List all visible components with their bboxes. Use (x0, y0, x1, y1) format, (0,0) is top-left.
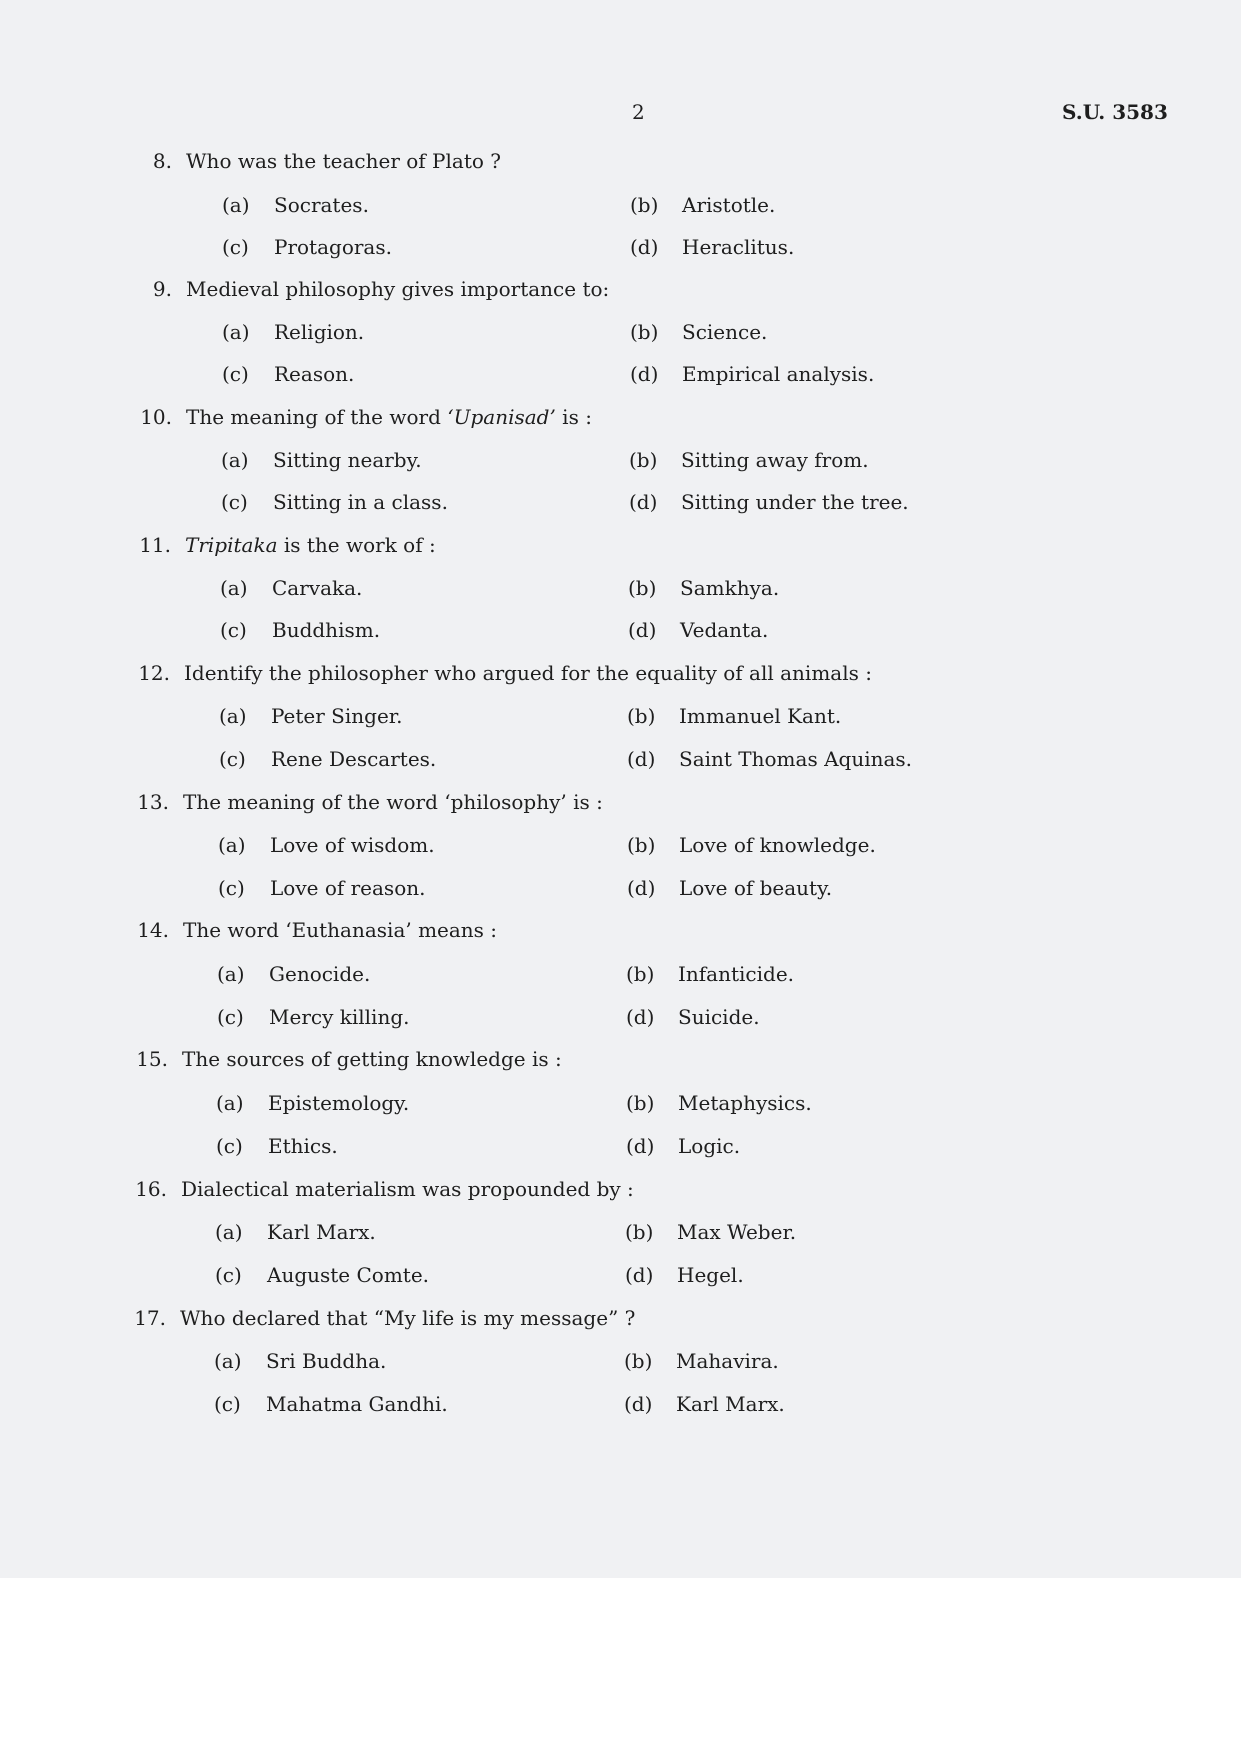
option-text: Sitting nearby. (273, 448, 422, 472)
option-text: Auguste Comte. (267, 1263, 430, 1287)
question-text-italic: Tripitaka (185, 533, 278, 557)
question-number: 16. (135, 1177, 167, 1201)
option-label: (a) (221, 448, 249, 472)
question-number: 13. (137, 790, 169, 814)
option-label: (c) (218, 876, 245, 900)
question-text: Identify the philosopher who argued for the equality of all animals : (184, 661, 872, 685)
option-b (627, 833, 876, 857)
question-number: 14. (137, 918, 169, 942)
option-d (630, 362, 874, 386)
option-c (222, 235, 392, 259)
option-label: (a) (219, 704, 247, 728)
option-text: Mahatma Gandhi. (266, 1392, 448, 1416)
option-text: Sitting in a class. (273, 490, 448, 514)
option-label: (d) (630, 362, 659, 386)
question-text: Dialectical materialism was propounded by : (181, 1177, 634, 1201)
option-label: (d) (625, 1263, 654, 1287)
option-c (220, 618, 380, 642)
question-number: 8. (152, 149, 172, 173)
option-label: (a) (217, 962, 245, 986)
option-a (222, 193, 369, 217)
option-label: (c) (222, 362, 249, 386)
option-b (630, 193, 775, 217)
option-text: Karl Marx. (676, 1392, 785, 1416)
question-11-stem (131, 533, 436, 557)
option-text: Vedanta. (680, 618, 769, 642)
option-text: Heraclitus. (682, 235, 795, 259)
question-text: The meaning of the word (186, 405, 448, 429)
option-text: Metaphysics. (678, 1091, 812, 1115)
option-d (626, 1134, 740, 1158)
option-text: Science. (682, 320, 768, 344)
option-label: (d) (629, 490, 658, 514)
option-text: Love of knowledge. (679, 833, 876, 857)
option-text: Max Weber. (677, 1220, 797, 1244)
question-number: 10. (140, 405, 172, 429)
option-label: (b) (630, 320, 659, 344)
option-d (625, 1263, 744, 1287)
option-label: (b) (626, 962, 655, 986)
option-text: Aristotle. (682, 193, 776, 217)
option-text: Peter Singer. (271, 704, 403, 728)
question-8-stem (132, 149, 501, 173)
question-15-stem (128, 1047, 562, 1071)
option-c (221, 490, 448, 514)
option-a (215, 1220, 376, 1244)
question-text: Medieval philosophy gives importance to: (186, 277, 610, 301)
option-text: Love of reason. (270, 876, 426, 900)
option-d (629, 490, 909, 514)
option-label: (c) (215, 1263, 242, 1287)
option-a (220, 576, 362, 600)
option-d (627, 747, 912, 771)
question-number: 11. (139, 533, 171, 557)
option-a (219, 704, 403, 728)
question-number: 15. (136, 1047, 168, 1071)
option-text: Sitting under the tree. (681, 490, 909, 514)
question-17-stem (126, 1306, 635, 1330)
question-13-stem (129, 790, 603, 814)
option-label: (c) (216, 1134, 243, 1158)
option-label: (d) (626, 1134, 655, 1158)
option-label: (d) (628, 618, 657, 642)
option-text: Sri Buddha. (266, 1349, 387, 1373)
option-text: Infanticide. (678, 962, 795, 986)
question-12-stem (130, 661, 872, 685)
option-label: (c) (214, 1392, 241, 1416)
option-b (626, 962, 794, 986)
option-a (217, 962, 370, 986)
option-text: Buddhism. (272, 618, 381, 642)
option-label: (a) (222, 193, 250, 217)
option-text: Sitting away from. (681, 448, 869, 472)
option-c (219, 747, 436, 771)
option-text: Genocide. (269, 962, 371, 986)
option-d (626, 1005, 760, 1029)
option-b (627, 704, 841, 728)
question-text: The sources of getting knowledge is : (182, 1047, 562, 1071)
option-text: Love of wisdom. (270, 833, 435, 857)
question-text: is the work of : (277, 533, 436, 557)
option-label: (b) (629, 448, 658, 472)
option-label: (c) (220, 618, 247, 642)
option-text: Logic. (678, 1134, 741, 1158)
option-d (627, 876, 832, 900)
option-b (626, 1091, 812, 1115)
option-label: (d) (627, 876, 656, 900)
option-b (628, 576, 779, 600)
option-d (630, 235, 794, 259)
option-label: (a) (218, 833, 246, 857)
option-text: Saint Thomas Aquinas. (679, 747, 913, 771)
page-number: 2 (632, 100, 645, 124)
option-b (630, 320, 767, 344)
option-a (222, 320, 364, 344)
option-a (221, 448, 422, 472)
option-text: Karl Marx. (267, 1220, 376, 1244)
option-label: (a) (222, 320, 250, 344)
option-label: (a) (220, 576, 248, 600)
option-d (624, 1392, 785, 1416)
option-text: Suicide. (678, 1005, 760, 1029)
question-number: 17. (134, 1306, 166, 1330)
option-label: (b) (624, 1349, 653, 1373)
option-b (624, 1349, 779, 1373)
option-text: Mercy killing. (269, 1005, 410, 1029)
option-d (628, 618, 768, 642)
option-c (218, 876, 425, 900)
option-text: Ethics. (268, 1134, 338, 1158)
option-text: Samkhya. (680, 576, 780, 600)
option-c (217, 1005, 409, 1029)
option-label: (b) (627, 833, 656, 857)
option-label: (d) (626, 1005, 655, 1029)
question-number: 12. (138, 661, 170, 685)
option-b (625, 1220, 796, 1244)
option-label: (d) (624, 1392, 653, 1416)
question-text: Who declared that “My life is my message” ? (180, 1306, 636, 1330)
option-label: (c) (217, 1005, 244, 1029)
option-c (222, 362, 354, 386)
option-text: Protagoras. (274, 235, 392, 259)
option-label: (b) (625, 1220, 654, 1244)
option-text: Carvaka. (272, 576, 363, 600)
option-a (218, 833, 435, 857)
question-9-stem (132, 277, 609, 301)
option-label: (d) (627, 747, 656, 771)
option-a (216, 1091, 409, 1115)
option-text: Reason. (274, 362, 355, 386)
question-text-italic: ‘Upanisad’ (447, 405, 556, 429)
option-text: Socrates. (274, 193, 369, 217)
option-text: Hegel. (677, 1263, 744, 1287)
option-text: Religion. (274, 320, 365, 344)
question-16-stem (127, 1177, 634, 1201)
option-text: Epistemology. (268, 1091, 410, 1115)
question-text: The word ‘Euthanasia’ means : (183, 918, 498, 942)
option-label: (b) (630, 193, 659, 217)
option-text: Immanuel Kant. (679, 704, 842, 728)
question-10-stem (132, 405, 592, 429)
option-text: Empirical analysis. (682, 362, 875, 386)
option-label: (c) (221, 490, 248, 514)
question-number: 9. (152, 277, 172, 301)
option-label: (a) (215, 1220, 243, 1244)
question-text: The meaning of the word ‘philosophy’ is : (183, 790, 603, 814)
question-text: Who was the teacher of Plato ? (186, 149, 501, 173)
option-label: (b) (627, 704, 656, 728)
option-text: Rene Descartes. (271, 747, 437, 771)
option-label: (b) (628, 576, 657, 600)
option-label: (a) (214, 1349, 242, 1373)
option-b (629, 448, 869, 472)
option-label: (c) (222, 235, 249, 259)
question-text-end: is : (555, 405, 592, 429)
option-c (216, 1134, 338, 1158)
question-14-stem (129, 918, 497, 942)
document-code: S.U. 3583 (1062, 100, 1168, 124)
option-text: Mahavira. (676, 1349, 779, 1373)
option-label: (c) (219, 747, 246, 771)
option-label: (d) (630, 235, 659, 259)
option-label: (a) (216, 1091, 244, 1115)
option-c (215, 1263, 429, 1287)
option-a (214, 1349, 386, 1373)
option-text: Love of beauty. (679, 876, 833, 900)
option-label: (b) (626, 1091, 655, 1115)
option-c (214, 1392, 448, 1416)
